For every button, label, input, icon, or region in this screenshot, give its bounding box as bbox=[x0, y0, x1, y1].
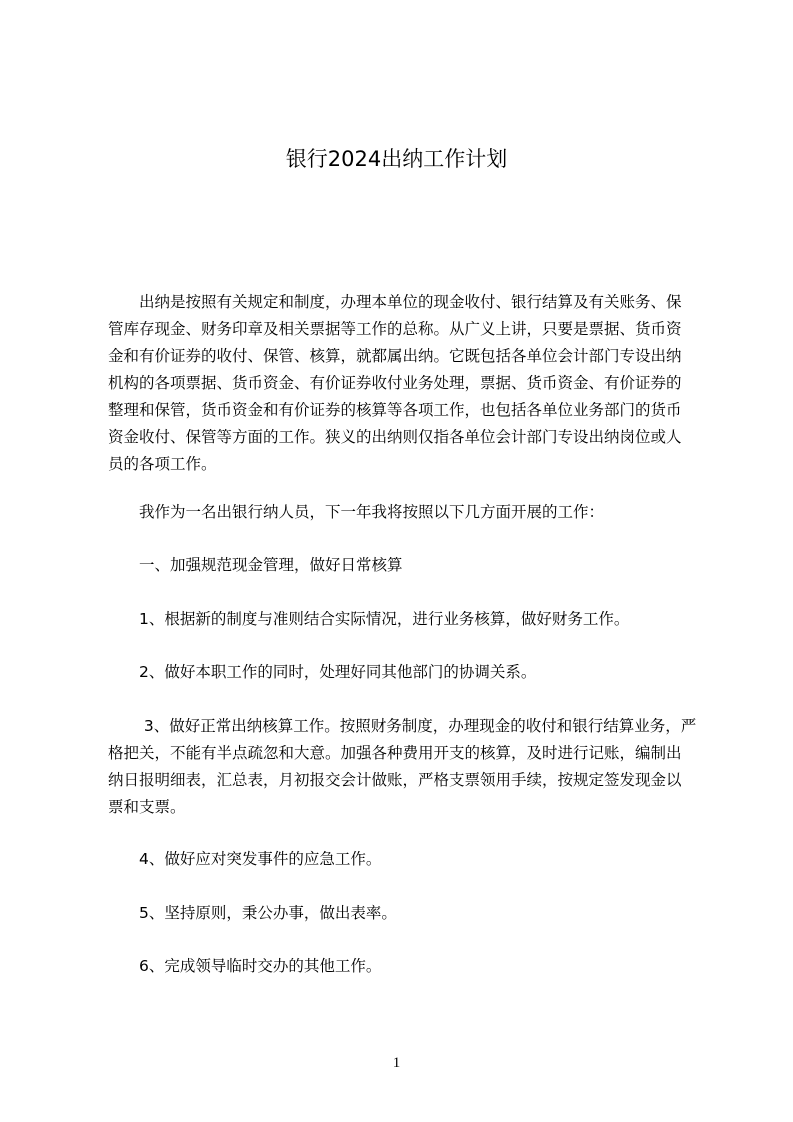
item-1: 1、根据新的制度与准则结合实际情况，进行业务核算，做好财务工作。 bbox=[108, 610, 630, 628]
text-line: 整理和保管，货币资金和有价证券的核算等各项工作，也包括各单位业务部门的货币 bbox=[108, 401, 682, 419]
text-line: 资金收付、保管等方面的工作。狭义的出纳则仅指各单位会计部门专设出纳岗位或人 bbox=[108, 428, 682, 446]
item-5: 5、坚持原则，秉公办事，做出表率。 bbox=[108, 904, 397, 922]
text-line: 机构的各项票据、货币资金、有价证券收付业务处理，票据、货币资金、有价证券的 bbox=[108, 374, 682, 392]
item-3 bbox=[108, 713, 708, 821]
plan-intro-paragraph: 我作为一名出银行纳人员，下一年我将按照以下几方面开展的工作： bbox=[108, 503, 605, 521]
intro-paragraph bbox=[108, 289, 708, 478]
item-6: 6、完成领导临时交办的其他工作。 bbox=[108, 957, 382, 975]
document-title: 银行2024出纳工作计划 bbox=[285, 147, 508, 171]
text-line: 员的各项工作。 bbox=[108, 455, 217, 473]
text-line: 管库存现金、财务印章及相关票据等工作的总称。从广义上讲，只要是票据、货币资 bbox=[108, 320, 682, 338]
text-line: 票和支票。 bbox=[108, 798, 186, 816]
item-2: 2、做好本职工作的同时，处理好同其他部门的协调关系。 bbox=[108, 663, 537, 681]
text-line: 金和有价证券的收付、保管、核算，就都属出纳。它既包括各单位会计部门专设出纳 bbox=[108, 347, 682, 365]
text-line: 出纳是按照有关规定和制度，办理本单位的现金收付、银行结算及有关账务、保 bbox=[108, 293, 682, 311]
text-line: 格把关，不能有半点疏忽和大意。加强各种费用开支的核算，及时进行记账，编制出 bbox=[108, 744, 682, 762]
section-heading-1: 一、加强规范现金管理，做好日常核算 bbox=[108, 556, 403, 574]
text-line: 纳日报明细表，汇总表，月初报交会计做账，严格支票领用手续，按规定签发现金以 bbox=[108, 771, 682, 789]
page-number: 1 bbox=[392, 1055, 401, 1071]
item-4: 4、做好应对突发事件的应急工作。 bbox=[108, 850, 382, 868]
text-line: 3、做好正常出纳核算工作。按照财务制度，办理现金的收付和银行结算业务，严 bbox=[108, 717, 697, 735]
